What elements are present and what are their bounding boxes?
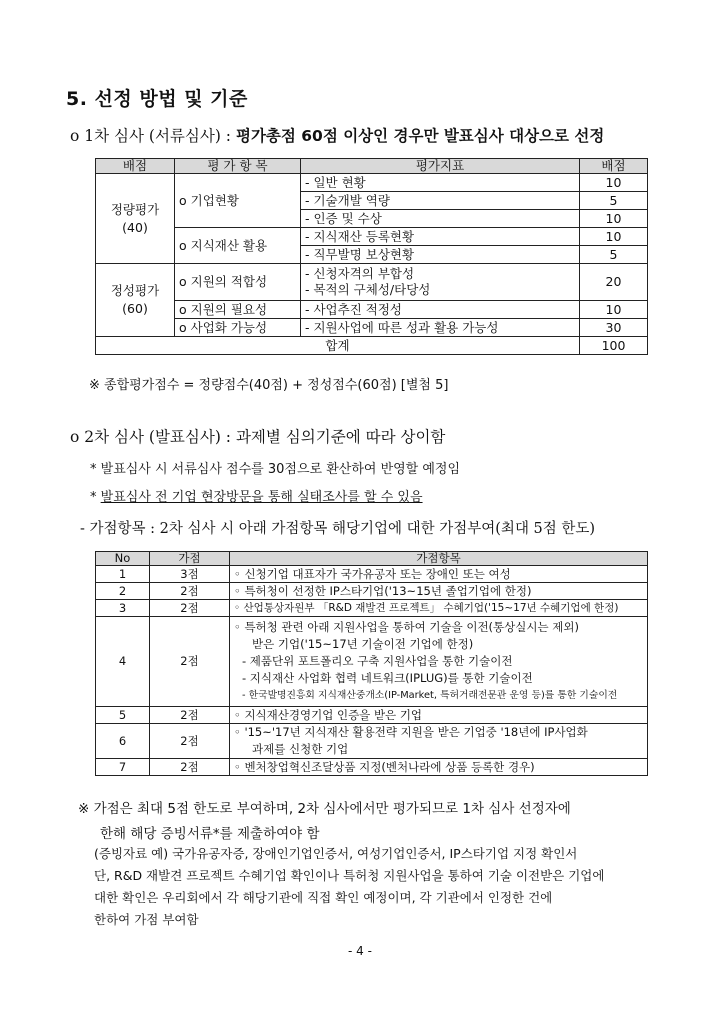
row-item: ◦ 특허청이 선정한 IP스타기업('13~15년 졸업기업에 한정) (230, 583, 648, 600)
item-commercial: o 사업화 가능성 (175, 319, 301, 337)
row-item: ◦ 신청기업 대표자가 국가유공자 또는 장애인 또는 여성 (230, 566, 648, 583)
table-row (96, 264, 648, 301)
qual-group-label: 정성평가 (110, 283, 160, 298)
table-row (96, 566, 648, 583)
bullet-prefix: * (90, 490, 101, 505)
bottom-note-line-1: ※ 가점은 최대 5점 한도로 부여하며, 2차 심사에서만 평가되므로 1차 심사 선정자에 (78, 801, 571, 817)
table-row (96, 707, 648, 724)
bullet-underlined-text: 발표심사 전 기업 현장방문을 통해 실태조사를 할 수 있음 (100, 490, 423, 505)
header-points: 가점 (150, 552, 230, 566)
row-no: 6 (96, 724, 150, 759)
quant-group-points: (40) (122, 219, 148, 235)
row-no: 2 (96, 583, 150, 600)
indicator-line: - 목적의 구체성/타당성 (305, 282, 431, 298)
indicator-line: - 신청자격의 부합성 (305, 266, 415, 281)
item-ip-use: o 지식재산 활용 (175, 228, 301, 264)
row-item-line: ◦ '15~'17년 지식재산 활용전략 지원을 받은 기업중 '18년에 IP사업화 (234, 725, 588, 740)
qual-group-points: (60) (122, 301, 148, 317)
indicator-cell: - 사업추진 적정성 (301, 301, 580, 319)
indicator-cell: - 지원사업에 따른 성과 활용 가능성 (301, 319, 580, 337)
header-eval-item: 평 가 항 목 (175, 159, 301, 174)
item-company-status: o 기업현황 (175, 174, 301, 228)
score-cell: 30 (580, 319, 648, 337)
row-no: 5 (96, 707, 150, 724)
row-points: 2점 (150, 759, 230, 776)
table-row (96, 583, 648, 600)
score-cell: 20 (580, 264, 648, 301)
row-no: 1 (96, 566, 150, 583)
row-points: 2점 (150, 707, 230, 724)
header-no: No (96, 552, 150, 566)
table-row (96, 174, 648, 192)
page-number: - 4 - (348, 944, 372, 958)
first-review-title (70, 124, 604, 146)
indicator-cell: - 인증 및 수상 (301, 210, 580, 228)
header-score-group: 배점 (96, 159, 175, 174)
table-row (96, 759, 648, 776)
bonus-title: - 가점항목 : 2차 심사 시 아래 가점항목 해당기업에 대한 가점부여(최대 5점 한도) (80, 521, 596, 537)
indicator-cell: - 직무발명 보상현황 (301, 246, 580, 264)
quant-group-label: 정량평가 (110, 201, 160, 217)
total-label: 합계 (96, 337, 580, 355)
table-total-row (96, 337, 648, 355)
row-no: 4 (96, 617, 150, 707)
qual-group-cell (96, 264, 175, 337)
row-points: 2점 (150, 583, 230, 600)
paragraph-line: (증빙자료 예) 국가유공자증, 장애인기업인증서, 여성기업인증서, IP스타기업 지정 확인서 (94, 846, 578, 861)
first-review-table (95, 158, 648, 355)
second-review-title: o 2차 심사 (발표심사) : 과제별 심의기준에 따라 상이함 (70, 428, 446, 446)
row-item-line: - 제품단위 포트폴리오 구축 지원사업을 통한 기술이전 (242, 654, 513, 669)
bonus-table (95, 551, 648, 776)
second-review-bullet-1: * 발표심사 시 서류심사 점수를 30점으로 환산하여 반영할 예정임 (90, 462, 461, 477)
table-row (96, 319, 648, 337)
row-item: ◦ 벤처창업혁신조달상품 지정(벤처나라에 상품 등록한 경우) (230, 759, 648, 776)
table-header-row (96, 552, 648, 566)
row-item-line: - 지식재산 사업화 협력 네트워크(IPLUG)를 통한 기술이전 (242, 671, 533, 686)
row-points: 2점 (150, 724, 230, 759)
row-no: 3 (96, 600, 150, 617)
score-cell: 10 (580, 210, 648, 228)
score-cell: 10 (580, 174, 648, 192)
row-item: ◦ 산업통상자원부 「R&D 재발견 프로젝트」 수혜기업('15~17년 수혜기업에 한정) (230, 600, 648, 617)
row-item-line: 과제를 신청한 기업 (252, 742, 349, 757)
evidence-paragraph (94, 843, 604, 931)
row-points: 2점 (150, 600, 230, 617)
item-necessity: o 지원의 필요성 (175, 301, 301, 319)
item-suitability: o 지원의 적합성 (175, 264, 301, 301)
row-item: ◦ 지식재산경영기업 인증을 받은 기업 (230, 707, 648, 724)
indicator-cell: - 지식재산 등록현황 (301, 228, 580, 246)
first-review-title-bold: 평가총점 60점 이상인 경우만 발표심사 대상으로 선정 (235, 127, 605, 145)
row-item-line: 받은 기업('15~17년 기술이전 기업에 한정) (252, 637, 474, 652)
header-bonus-item: 가점항목 (230, 552, 648, 566)
row-item-line: ◦ 특허청 관련 아래 지원사업을 통하여 기술을 이전(통상실시는 제외) (234, 620, 579, 635)
table-row (96, 600, 648, 617)
row-points: 2점 (150, 617, 230, 707)
header-score: 배점 (580, 159, 648, 174)
row-item (230, 724, 648, 759)
header-indicator: 평가지표 (301, 159, 580, 174)
second-review-bullet-2 (90, 486, 423, 505)
score-cell: 5 (580, 246, 648, 264)
paragraph-line: 단, R&D 재발견 프로젝트 수혜기업 확인이나 특허청 지원사업을 통하여 기술 이전받은 기업에 (94, 868, 605, 883)
table-row (96, 617, 648, 707)
score-cell: 10 (580, 301, 648, 319)
table-row (96, 724, 648, 759)
bottom-note-line-2: 한해 해당 증빙서류*를 제출하여야 함 (100, 826, 320, 842)
first-review-title-prefix: o 1차 심사 (서류심사) : (70, 127, 236, 145)
score-cell: 10 (580, 228, 648, 246)
row-no: 7 (96, 759, 150, 776)
row-item (230, 617, 648, 707)
indicator-cell (301, 264, 580, 301)
indicator-cell: - 기술개발 역량 (301, 192, 580, 210)
table-header-row (96, 159, 648, 174)
paragraph-line: 한하여 가점 부여함 (94, 912, 199, 927)
row-item-line: - 한국발명진흥회 지식재산중개소(IP-Market, 특허거래전문관 운영 등)를 통한 기술이전 (242, 690, 618, 702)
indicator-cell: - 일반 현황 (301, 174, 580, 192)
row-points: 3점 (150, 566, 230, 583)
table-row (96, 301, 648, 319)
total-score: 100 (580, 337, 648, 355)
table-row (96, 228, 648, 246)
score-formula-note: ※ 종합평가점수 = 정량점수(40점) + 정성점수(60점) [별첨 5] (89, 378, 449, 393)
paragraph-line: 대한 확인은 우리회에서 각 해당기관에 직접 확인 예정이며, 각 기관에서 인정한 건에 (94, 890, 553, 905)
quant-group-cell (96, 174, 175, 264)
section-title: 5. 선정 방법 및 기준 (66, 88, 248, 110)
score-cell: 5 (580, 192, 648, 210)
